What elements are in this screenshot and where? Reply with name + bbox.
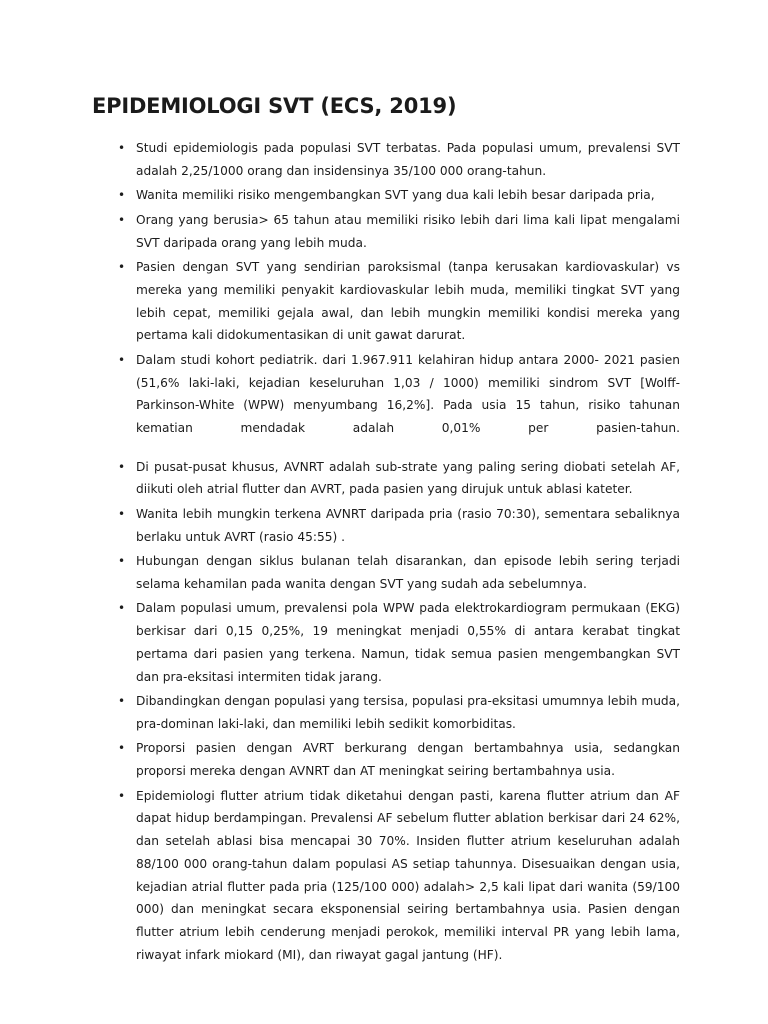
bullet-list [118, 137, 680, 968]
bullet-icon: • [118, 260, 126, 275]
list-item [118, 209, 680, 254]
bullet-text: Wanita lebih mungkin terkena AVNRT daripada pria (rasio 70:30), sementara sebaliknya berlaku untuk AVRT (rasio 45:55) . [136, 506, 680, 544]
list-item [118, 690, 680, 735]
list-item [118, 597, 680, 688]
list-item [118, 137, 680, 182]
bullet-icon: • [118, 188, 126, 203]
bullet-text: Orang yang berusia> 65 tahun atau memiliki risiko lebih dari lima kali lipat mengalami SVT daripada orang yang lebih muda. [136, 212, 680, 250]
bullet-icon: • [118, 352, 126, 367]
bullet-icon: • [118, 741, 126, 756]
list-item [118, 456, 680, 501]
bullet-icon: • [118, 694, 126, 709]
bullet-text: Pasien dengan SVT yang sendirian paroksismal (tanpa kerusakan kardiovaskular) vs mereka yang memiliki penyakit kardiovaskular lebih muda, memiliki tingkat SVT yang lebih cepat, memiliki gejala awal, dan lebih mungkin memiliki kondisi mereka yang pertama kali didokumentasikan di unit gawat darurat. [136, 260, 680, 343]
list-item [118, 785, 680, 967]
bullet-text: Studi epidemiologis pada populasi SVT terbatas. Pada populasi umum, prevalensi SVT adalah 2,25/1000 orang dan insidensinya 35/100 000 orang-tahun. [136, 141, 680, 178]
list-item [118, 184, 680, 207]
page-title: EPIDEMIOLOGI SVT (ECS, 2019) [92, 94, 457, 118]
list-item [118, 503, 680, 548]
bullet-icon: • [118, 459, 126, 474]
bullet-text: Proporsi pasien dengan AVRT berkurang dengan bertambahnya usia, sedangkan proporsi mereka dengan AVNRT dan AT meningkat seiring bertambahnya usia. [136, 741, 680, 779]
list-item [118, 550, 680, 595]
bullet-icon: • [118, 554, 126, 569]
bullet-icon: • [118, 788, 126, 803]
list-item [118, 737, 680, 782]
list-item [118, 349, 680, 440]
bullet-text: Dalam populasi umum, prevalensi pola WPW pada elektrokardiogram permukaan (EKG) berkisar dari 0,15 0,25%, 19 meningkat menjadi 0,55% di antara kerabat tingkat pertama dari pasien yang terkena. Namun, tidak semua pasien mengembangkan SVT dan pra-eksitasi intermiten tidak jarang. [136, 601, 680, 684]
bullet-text: Hubungan dengan siklus bulanan telah disarankan, dan episode lebih sering terjadi selama kehamilan pada wanita dengan SVT yang sudah ada sebelumnya. [136, 554, 680, 591]
list-spacer [118, 442, 680, 456]
list-item [118, 256, 680, 347]
bullet-text: Epidemiologi flutter atrium tidak diketahui dengan pasti, karena flutter atrium dan AF dapat hidup berdampingan. Prevalensi AF sebelum flutter ablation berkisar dari 24 62%, dan setelah ablasi bisa mencapai 30 70%. Insiden flutter atrium keseluruhan adalah 88/100 000 orang-tahun dalam populasi AS setiap tahunnya. Disesuaikan dengan usia, kejadian atrial flutter pada pria (125/100 000) adalah> 2,5 kali lipat dari wanita (59/100 000) dan meningkat secara eksponensial seiring bertambahnya usia. Pasien dengan flutter atrium lebih cenderung menjadi perokok, memiliki interval PR yang lebih lama, riwayat infark miokard (MI), dan riwayat gagal jantung (HF). [136, 788, 680, 962]
bullet-icon: • [118, 212, 126, 227]
bullet-icon: • [118, 506, 126, 521]
bullet-icon: • [118, 141, 126, 155]
bullet-text: Dibandingkan dengan populasi yang tersisa, populasi pra-eksitasi umumnya lebih muda, pra-dominan laki-laki, dan memiliki lebih sedikit komorbiditas. [136, 694, 680, 731]
bullet-text: Wanita memiliki risiko mengembangkan SVT yang dua kali lebih besar daripada pria, [136, 188, 655, 203]
bullet-icon: • [118, 601, 126, 616]
bullet-text: Dalam studi kohort pediatrik. dari 1.967.911 kelahiran hidup antara 2000- 2021 pasien (51,6% laki-laki, kejadian keseluruhan 1,03 / 1000) memiliki sindrom SVT [Wolff-Parkinson-White (WPW) menyumbang 16,2%]. Pada usia 15 tahun, risiko tahunan kematian mendadak adalah 0,01% per pasien-tahun. [136, 352, 680, 435]
bullet-text: Di pusat-pusat khusus, AVNRT adalah sub-strate yang paling sering diobati setelah AF, diikuti oleh atrial flutter dan AVRT, pada pasien yang dirujuk untuk ablasi kateter. [136, 459, 680, 497]
